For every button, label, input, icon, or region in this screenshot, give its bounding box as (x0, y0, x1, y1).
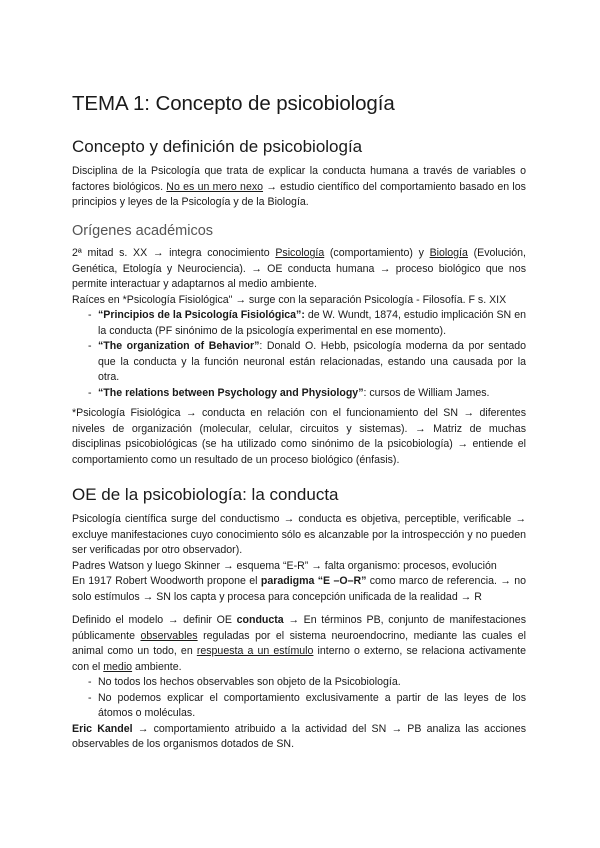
text-run: Definido el modelo → definir OE (72, 614, 237, 626)
underlined-text: Biología (429, 247, 468, 259)
paragraph-origenes-2: Raíces en *Psicología Fisiológica" → surge con la separación Psicología - Filosofía. F s. XIX (72, 293, 507, 306)
text-run: 2ª mitad s. XX → integra conocimiento (72, 247, 276, 259)
underlined-text: medio (103, 660, 133, 673)
section-heading-oe-conducta: OE de la psicobiología: la conducta (72, 485, 339, 504)
bold-text: “Principios de la Psicología Fisiológica”: (98, 309, 305, 321)
text-run: interno o externo, se relaciona activamente con el (72, 645, 526, 673)
conducta-body-2 (72, 613, 526, 753)
list-item (72, 691, 526, 722)
text-run: Disciplina de la Psicología que trata de explicar la conducta humana a través de variables o factores biológicos. (72, 165, 526, 193)
paragraph-kandel (72, 722, 526, 753)
underlined-text: Psicología (275, 247, 325, 259)
text-run: (Evolución, Genética, Etología y Neurociencia). → OE conducta humana → proceso biológico que nos permite interactuar y adaptarnos al medio ambiente. (72, 247, 527, 290)
list-item-text: - No todos los hechos observables son objeto de la Psicobiología. (98, 676, 401, 688)
paragraph-watson-skinner: Padres Watson y luego Skinner → esquema “E-R” → falta organismo: procesos, evolución (72, 559, 497, 572)
text-run: → comportamiento atribuido a la actividad del SN → PB analiza las acciones observables de los organismos dotados de SN. (72, 722, 526, 750)
section-heading-concepto: Concepto y definición de psicobiología (72, 137, 363, 156)
paragraph-definicion-conducta (72, 613, 526, 675)
text-run: ambiente. (132, 660, 182, 673)
paragraph-origenes-1 (72, 246, 526, 293)
conducta-list (72, 675, 526, 722)
bold-text: Eric Kandel (72, 722, 133, 735)
list-item-text: - No podemos explicar el comportamiento exclusivamente a partir de las leyes de los átomos o moléculas. (98, 691, 526, 719)
paragraph-woodworth (72, 574, 526, 605)
paragraph-definicion (72, 164, 526, 211)
bold-text: “The organization of Behavior” (98, 340, 260, 352)
text-run: : Donald O. Hebb, psicología moderna da por sentado que la conducta y la función neuronal están relacionadas, estando una causada por la otra. (98, 340, 526, 383)
text-run: de W. Wundt, 1874, estudio implicación SN en la conducta (PF sinónimo de la psicología experimental en ese momento). (98, 309, 526, 337)
text-run: → estudio científico del comportamiento basado en los principios y leyes de la Psicología y de la Biología. (72, 180, 526, 208)
subsection-heading-origenes: Orígenes académicos (72, 223, 214, 239)
text-run: : cursos de William James. (363, 386, 490, 399)
conducta-body-1 (72, 512, 526, 605)
paragraph-psicologia-fisiologica (72, 406, 526, 468)
underlined-text: respuesta a un estímulo (196, 645, 314, 657)
text-run: reguladas por el sistema neuroendocrino, mediante las cuales el animal como un todo, en (72, 629, 526, 657)
text-run: (comportamiento) y (324, 247, 430, 259)
text-run: como marco de referencia. → no solo estímulos → SN los capta y procesa para concepción unificada de la realidad → R (72, 575, 526, 603)
paragraph-conductismo: Psicología científica surge del conductismo → conducta es objetiva, perceptible, verificable → excluye manifestaciones cuyo conocimiento sólo es alcanzable por la introspección y no pueden ser verificadas por otro observador). (72, 513, 526, 556)
origenes-list (72, 308, 526, 401)
list-item (72, 675, 526, 691)
bold-text: “The relations between Psychology and Physiology” (98, 386, 364, 399)
list-item (72, 308, 526, 339)
bold-text: paradigma “E –O–R” (260, 575, 367, 587)
bold-text: conducta (236, 614, 284, 626)
underlined-text: observables (140, 629, 198, 642)
footnote-text: *Psicología Fisiológica → conducta en relación con el funcionamiento del SN → diferentes niveles de organización (molecular, celular, circuitos y sistemas). → Matriz de muchas disciplinas psicobiológicas (se ha utilizado como sinónimo de la psicobiología) → entiende el comportamiento como un resultado de un proceso biológico (énfasis). (72, 407, 526, 466)
list-item (72, 339, 526, 386)
origenes-body (72, 246, 526, 401)
text-run: → En términos PB, conjunto de manifestaciones públicamente (72, 614, 526, 642)
list-item (72, 386, 526, 402)
underlined-text: No es un mero nexo (166, 180, 264, 193)
page-title: TEMA 1: Concepto de psicobiología (72, 92, 395, 115)
text-run: En 1917 Robert Woodworth propone el (72, 575, 261, 587)
